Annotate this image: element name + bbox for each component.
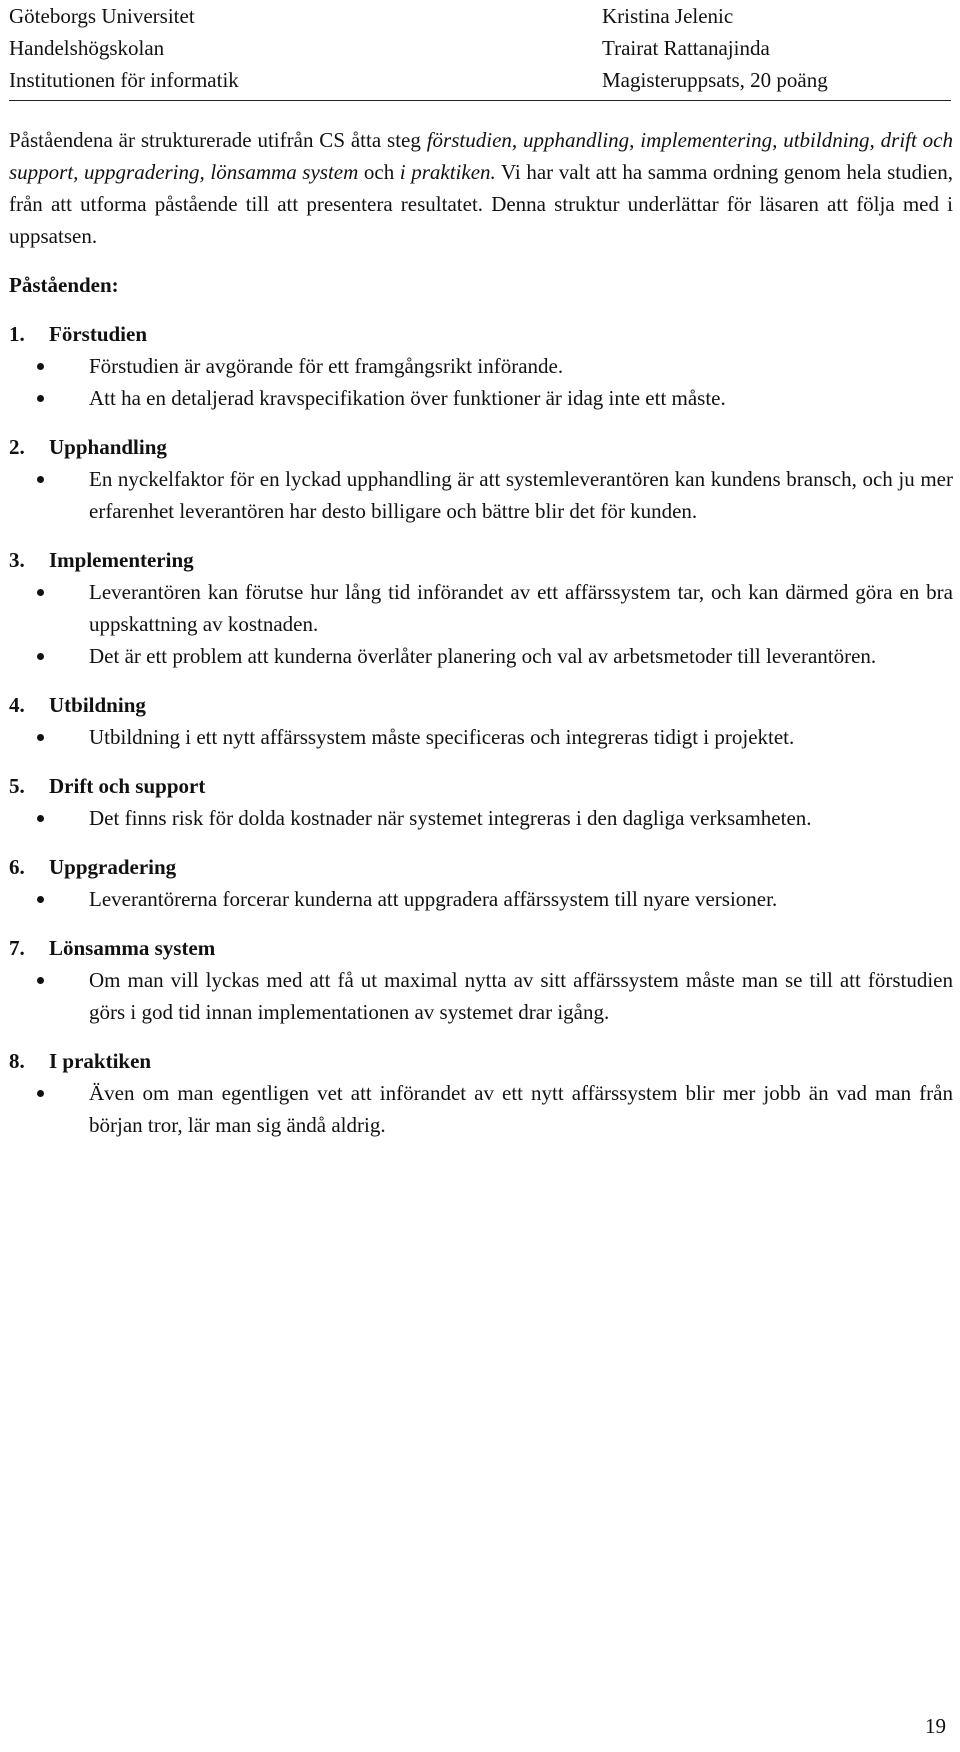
bullet-item: [9, 1077, 953, 1141]
section-heading: [9, 689, 953, 721]
bullet-item: [9, 640, 953, 672]
header-department: Institutionen för informatik: [9, 68, 239, 92]
claim-section: [9, 544, 953, 672]
bullet-text: Leverantörerna forcerar kunderna att uppgradera affärssystem till nyare versioner.: [89, 887, 778, 911]
intro-text-1: Påståendena är strukturerade utifrån CS åtta steg: [9, 128, 427, 152]
intro-text-3: Vi har valt att ha samma ordning genom hela studien, från att utforma påstående till att presentera resultatet. Denna struktur underlättar för läsaren att följa med i uppsatsen.: [9, 160, 954, 248]
claim-section: [9, 770, 953, 834]
claim-section: [9, 851, 953, 915]
bullet-text: Det finns risk för dolda kostnader när systemet integreras i den dagliga verksamheten.: [89, 806, 812, 830]
bullet-item: [9, 576, 953, 640]
bullet-dot-icon: [37, 977, 44, 984]
claims-sections: [9, 318, 953, 1141]
claim-section: [9, 431, 953, 527]
bullet-text: Leverantören kan förutse hur lång tid införandet av ett affärssystem tar, och kan därmed göra en bra uppskattning av kostnaden.: [89, 580, 953, 636]
section-number: 5.: [9, 774, 25, 798]
bullet-dot-icon: [37, 815, 44, 822]
page-number: 19: [925, 1714, 946, 1738]
bullet-text: Utbildning i ett nytt affärssystem måste specificeras och integreras tidigt i projektet.: [89, 725, 795, 749]
bullet-list: [9, 964, 953, 1028]
bullet-item: [9, 350, 953, 382]
bullet-item: [9, 721, 953, 753]
intro-text-2: och: [358, 160, 400, 184]
intro-steps-italic: förstudien, upphandling, implementering, utbildning, drift och support, uppgradering, lönsamma system: [9, 128, 953, 184]
section-heading: [9, 851, 953, 883]
bullet-item: [9, 463, 953, 527]
bullet-text: En nyckelfaktor för en lyckad upphandling är att systemleverantören kan kundens bransch, och ju mer erfarenhet leverantören har desto billigare och bättre blir det för kunden.: [89, 467, 953, 523]
section-heading: [9, 544, 953, 576]
page-content: [9, 124, 953, 1141]
bullet-item: [9, 382, 953, 414]
header-divider: [9, 100, 951, 101]
header-thesis-type: Magisteruppsats, 20 poäng: [602, 68, 828, 92]
section-number: 2.: [9, 435, 25, 459]
claim-section: [9, 1045, 953, 1141]
bullet-text: Om man vill lyckas med att få ut maximal nytta av sitt affärssystem måste man se till att förstudien görs i god tid innan implementationen av systemet drar igång.: [89, 968, 953, 1024]
section-title: Lönsamma system: [49, 936, 216, 960]
section-title: Uppgradering: [49, 855, 177, 879]
section-heading: [9, 431, 953, 463]
bullet-dot-icon: [37, 653, 44, 660]
bullet-dot-icon: [37, 734, 44, 741]
header-school: Handelshögskolan: [9, 36, 165, 60]
bullet-dot-icon: [37, 1090, 44, 1097]
bullet-text: Att ha en detaljerad kravspecifikation över funktioner är idag inte ett måste.: [89, 386, 726, 410]
header-author-1: Kristina Jelenic: [602, 4, 734, 28]
header-university: Göteborgs Universitet: [9, 4, 195, 28]
bullet-text: Förstudien är avgörande för ett framgångsrikt införande.: [89, 354, 564, 378]
bullet-text: Det är ett problem att kunderna överlåter planering och val av arbetsmetoder till leverantören.: [89, 644, 877, 668]
claims-heading: Påståenden:: [9, 273, 119, 297]
section-number: 7.: [9, 936, 25, 960]
bullet-item: [9, 883, 953, 915]
section-title: Drift och support: [49, 774, 206, 798]
claim-section: [9, 318, 953, 414]
section-title: Implementering: [49, 548, 194, 572]
intro-paragraph: [9, 124, 953, 252]
section-number: 6.: [9, 855, 25, 879]
section-title: Utbildning: [49, 693, 146, 717]
header-left: [9, 0, 239, 96]
header-right: [602, 0, 828, 96]
section-title: Upphandling: [49, 435, 167, 459]
bullet-list: [9, 576, 953, 672]
bullet-dot-icon: [37, 363, 44, 370]
section-number: 1.: [9, 322, 25, 346]
bullet-dot-icon: [37, 589, 44, 596]
header-author-2: Trairat Rattanajinda: [602, 36, 770, 60]
bullet-dot-icon: [37, 476, 44, 483]
bullet-dot-icon: [37, 395, 44, 402]
intro-practice-italic: i praktiken.: [399, 160, 496, 184]
bullet-list: [9, 463, 953, 527]
bullet-list: [9, 883, 953, 915]
section-heading: [9, 318, 953, 350]
claim-section: [9, 689, 953, 753]
bullet-list: [9, 350, 953, 414]
bullet-item: [9, 802, 953, 834]
page-header: [9, 0, 951, 96]
bullet-dot-icon: [37, 896, 44, 903]
bullet-text: Även om man egentligen vet att införandet av ett nytt affärssystem blir mer jobb än vad man från början tror, lär man sig ändå aldrig.: [89, 1081, 953, 1137]
section-heading: [9, 770, 953, 802]
bullet-list: [9, 1077, 953, 1141]
claim-section: [9, 932, 953, 1028]
section-number: 3.: [9, 548, 25, 572]
bullet-list: [9, 721, 953, 753]
section-title: I praktiken: [49, 1049, 152, 1073]
section-title: Förstudien: [49, 322, 148, 346]
section-heading: [9, 1045, 953, 1077]
bullet-list: [9, 802, 953, 834]
section-heading: [9, 932, 953, 964]
section-number: 8.: [9, 1049, 25, 1073]
section-number: 4.: [9, 693, 25, 717]
bullet-item: [9, 964, 953, 1028]
